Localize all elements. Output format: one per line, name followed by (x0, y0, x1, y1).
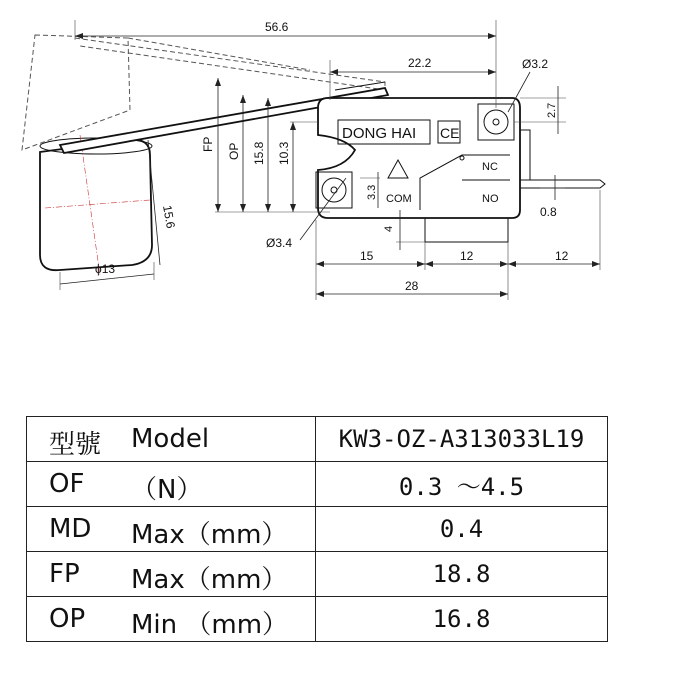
brand-label: DONG HAI (342, 125, 417, 142)
row-value: 18.8 (316, 552, 608, 597)
row-label-cell (27, 552, 316, 597)
row-value: KW3-OZ-A313033L19 (316, 417, 608, 462)
table-row (27, 552, 608, 597)
row-key-unit: Min （mm） (131, 610, 289, 640)
row-value: 0.4 (316, 507, 608, 552)
row-key: FP (49, 559, 80, 589)
row-key-unit: Max（mm） (131, 520, 288, 550)
dim-w-12-b: 12 (555, 249, 569, 263)
dim-fp: FP (201, 136, 215, 152)
table-row (27, 597, 608, 642)
dim-terminal-thickness: 0.8 (540, 205, 557, 219)
dim-hole-diameter-bottom: Ø3.4 (266, 236, 293, 250)
ce-mark: CE (440, 125, 460, 141)
spec-table (26, 416, 608, 642)
dim-w-15: 15 (360, 249, 374, 263)
com-label: COM (386, 193, 412, 205)
nc-label: NC (482, 161, 498, 173)
row-label-cell (27, 417, 316, 462)
dim-top-offset: 2.7 (546, 102, 558, 118)
row-label-cell (27, 507, 316, 552)
dim-w-28: 28 (405, 279, 419, 293)
dim-w-12-a: 12 (460, 249, 474, 263)
row-key: OF (49, 469, 85, 499)
row-key-unit: Model (131, 424, 210, 454)
table-row (27, 507, 608, 552)
table-row (27, 417, 608, 462)
row-key: MD (49, 514, 92, 544)
row-label-cell (27, 462, 316, 507)
row-label-cell (27, 597, 316, 642)
dim-overall-length: 56.6 (265, 20, 289, 34)
dim-roller-diameter: ϕ13 (95, 262, 116, 276)
dim-h-3-3: 3.3 (366, 184, 378, 200)
no-label: NO (482, 193, 499, 205)
dim-op: OP (227, 142, 241, 160)
dim-h-4: 4 (383, 225, 395, 232)
row-key-unit: Max（mm） (131, 565, 288, 595)
row-key-unit: （N） (131, 475, 203, 505)
row-key: OP (49, 604, 86, 634)
row-key: 型號 (49, 430, 102, 460)
row-value: 0.3 ～4.5 (316, 462, 608, 507)
dim-hole-diameter-top: Ø3.2 (522, 57, 549, 71)
dim-h-10-3: 10.3 (277, 141, 291, 165)
roller (40, 135, 152, 275)
switch-body (316, 98, 605, 242)
dim-h-15-8: 15.8 (252, 141, 266, 165)
table-row (27, 462, 608, 507)
row-value: 16.8 (316, 597, 608, 642)
dim-roller-width: 15.6 (160, 204, 178, 230)
dim-lever-to-hole: 22.2 (408, 56, 432, 70)
